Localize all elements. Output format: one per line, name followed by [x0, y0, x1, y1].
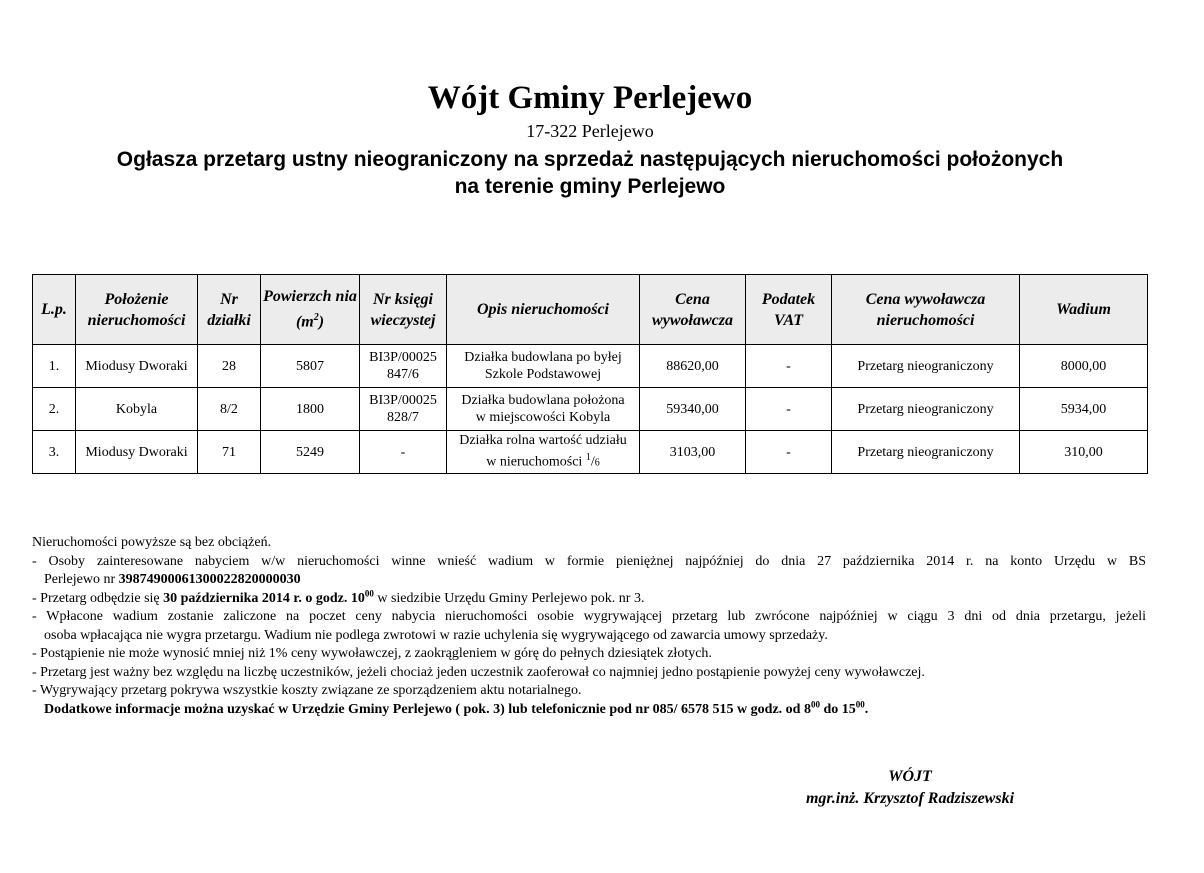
- opis-line-1: Działka budowlana po byłej: [464, 350, 622, 365]
- cell-przetarg: Przetarg nieograniczony: [832, 345, 1020, 388]
- col-header-nr-dzialki: Nr działki: [198, 275, 261, 345]
- signature-name: mgr.inż. Krzysztof Radziszewski: [805, 790, 1015, 807]
- cell-vat: -: [746, 388, 832, 431]
- note-5: - Przetarg jest ważny bez względu na liczbę uczestników, jeżeli chociaż jeden uczestnik zaoferował co najmniej jedno postąpienie powyżej ceny wywoławczej.: [32, 664, 925, 680]
- cell-polozenie: Kobyla: [76, 388, 198, 431]
- powierzchnia-label: Powierzch nia (m: [263, 288, 357, 331]
- fraction-denominator: 6: [594, 457, 600, 469]
- cell-dzialka: 71: [198, 431, 261, 474]
- notes-section: [32, 534, 1146, 719]
- note-1-text: Perlejewo nr: [44, 572, 119, 587]
- col-header-vat: Podatek VAT: [746, 275, 832, 345]
- cell-vat: -: [746, 431, 832, 474]
- heading-line-2: na terenie gminy Perlejewo: [454, 175, 726, 198]
- note-6: - Wygrywający przetarg pokrywa wszystkie koszty związane ze sporządzeniem aktu notarialnego.: [32, 683, 582, 698]
- cell-lp: 3.: [33, 431, 76, 474]
- contact-text-c: .: [864, 701, 869, 717]
- note-intro: Nieruchomości powyższe są bez obciążeń.: [32, 535, 272, 550]
- col-header-ksiega: Nr księgi wieczystej: [360, 275, 447, 345]
- cell-lp: 1.: [33, 345, 76, 388]
- cell-powierzchnia: 5807: [261, 345, 360, 388]
- bank-account-number: 39874900061300022820000030: [118, 572, 301, 587]
- fraction-numerator: 1: [585, 452, 591, 464]
- note-2-text-b: w siedzibie Urzędu Gminy Perlejewo pok. nr 3.: [373, 590, 645, 606]
- cell-polozenie: Miodusy Dworaki: [76, 345, 198, 388]
- cell-opis: [447, 388, 640, 431]
- announcement-heading: [30, 146, 1150, 200]
- opis-line-2: Szkole Podstawowej: [484, 367, 602, 382]
- cell-wadium: 5934,00: [1020, 388, 1148, 431]
- opis-line-1: Działka budowlana położona: [461, 393, 625, 408]
- opis-line-2: w nieruchomości $^1$/6: [486, 452, 600, 470]
- cell-cena: 59340,00: [640, 388, 746, 431]
- ksiega-line-1: BI3P/00025: [369, 393, 437, 408]
- cell-powierzchnia: 1800: [261, 388, 360, 431]
- postal-address: 17-322 Perlejewo: [526, 121, 654, 141]
- cell-cena: 3103,00: [640, 431, 746, 474]
- cell-cena: 88620,00: [640, 345, 746, 388]
- col-header-wadium: Wadium: [1020, 275, 1148, 345]
- ksiega-line-1: BI3P/00025: [369, 350, 437, 365]
- cell-ksiega: -: [360, 431, 447, 474]
- col-header-cena: Cena wywoławcza: [640, 275, 746, 345]
- cell-vat: -: [746, 345, 832, 388]
- cell-ksiega: [360, 345, 447, 388]
- cell-ksiega: [360, 388, 447, 431]
- cell-dzialka: 8/2: [198, 388, 261, 431]
- auction-time-sup: 00: [364, 587, 374, 598]
- property-table: [32, 274, 1148, 474]
- powierzchnia-close: ): [318, 313, 325, 331]
- cell-dzialka: 28: [198, 345, 261, 388]
- heading-line-1: Ogłasza przetarg ustny nieograniczony na sprzedaż następujących nieruchomości położonych: [116, 148, 1064, 171]
- contact-sup-2: 00: [855, 698, 865, 709]
- cell-opis: [447, 431, 640, 474]
- signature-role: WÓJT: [888, 768, 932, 785]
- ksiega-line-2: 828/7: [387, 410, 419, 425]
- col-header-opis: Opis nieruchomości: [447, 275, 640, 345]
- powierzchnia-sup: 2: [313, 312, 319, 324]
- note-2-text-a: - Przetarg odbędzie się: [32, 590, 164, 606]
- cell-lp: 2.: [33, 388, 76, 431]
- cell-przetarg: Przetarg nieograniczony: [832, 431, 1020, 474]
- cell-wadium: 8000,00: [1020, 345, 1148, 388]
- table-header-row: [33, 275, 1148, 345]
- cell-opis: [447, 345, 640, 388]
- table-row: [33, 345, 1148, 388]
- signature-block: [760, 766, 1060, 810]
- auction-date: 30 października 2014 r. o godz. 10: [163, 590, 365, 606]
- opis-line-2: w miejscowości Kobyla: [475, 410, 611, 425]
- opis-line-1: Działka rolna wartość udziału: [459, 433, 627, 449]
- note-1: [32, 553, 1146, 590]
- page-title: Wójt Gminy Perlejewo: [427, 80, 753, 116]
- cell-przetarg: Przetarg nieograniczony: [832, 388, 1020, 431]
- table-row: [33, 388, 1148, 431]
- note-1-line-1: - Osoby zainteresowane nabyciem w/w nieruchomości winne wnieść wadium w formie pieniężnej najpóźniej do dnia 27 października 2014 r. na konto Urzędu w BS: [32, 553, 1146, 569]
- note-1-line-2: [32, 571, 1146, 590]
- opis-text: w nieruchomości: [486, 454, 583, 470]
- cell-powierzchnia: 5249: [261, 431, 360, 474]
- contact-sup-1: 00: [810, 698, 820, 709]
- contact-info: [32, 698, 1146, 720]
- col-header-lp: L.p.: [33, 275, 76, 345]
- cell-wadium: 310,00: [1020, 431, 1148, 474]
- note-3-line-2: osoba wpłacająca nie wygra przetargu. Wadium nie podlega zwrotowi w razie uchylenia się wygrywającego od zawarcia umowy sprzedaży.: [44, 627, 828, 643]
- note-3: [32, 608, 1146, 645]
- col-header-cena-wywolawcza: Cena wywoławcza nieruchomości: [832, 275, 1020, 345]
- cell-polozenie: Miodusy Dworaki: [76, 431, 198, 474]
- table-row: [33, 431, 1148, 474]
- col-header-polozenie: Położenie nieruchomości: [76, 275, 198, 345]
- ksiega-line-2: 847/6: [387, 367, 419, 382]
- contact-text-b: do 15: [819, 701, 856, 717]
- note-3-line-1: - Wpłacone wadium zostanie zaliczone na poczet ceny nabycia nieruchomości osobie wygrywającej przetarg lub zwrócone najpóźniej w ciągu 3 dni od dnia przetargu, jeżeli: [32, 609, 1146, 624]
- col-header-powierzchnia: [261, 275, 360, 345]
- contact-text-a: Dodatkowe informacje można uzyskać w Urzędzie Gminy Perlejewo ( pok. 3) lub telefonicznie pod nr 085/ 6578 515 w godz. od 8: [44, 701, 811, 717]
- note-2: [32, 587, 1146, 609]
- note-4: - Postąpienie nie może wynosić mniej niż 1% ceny wywoławczej, z zaokrągleniem w górę do pełnych dziesiątek złotych.: [32, 646, 712, 661]
